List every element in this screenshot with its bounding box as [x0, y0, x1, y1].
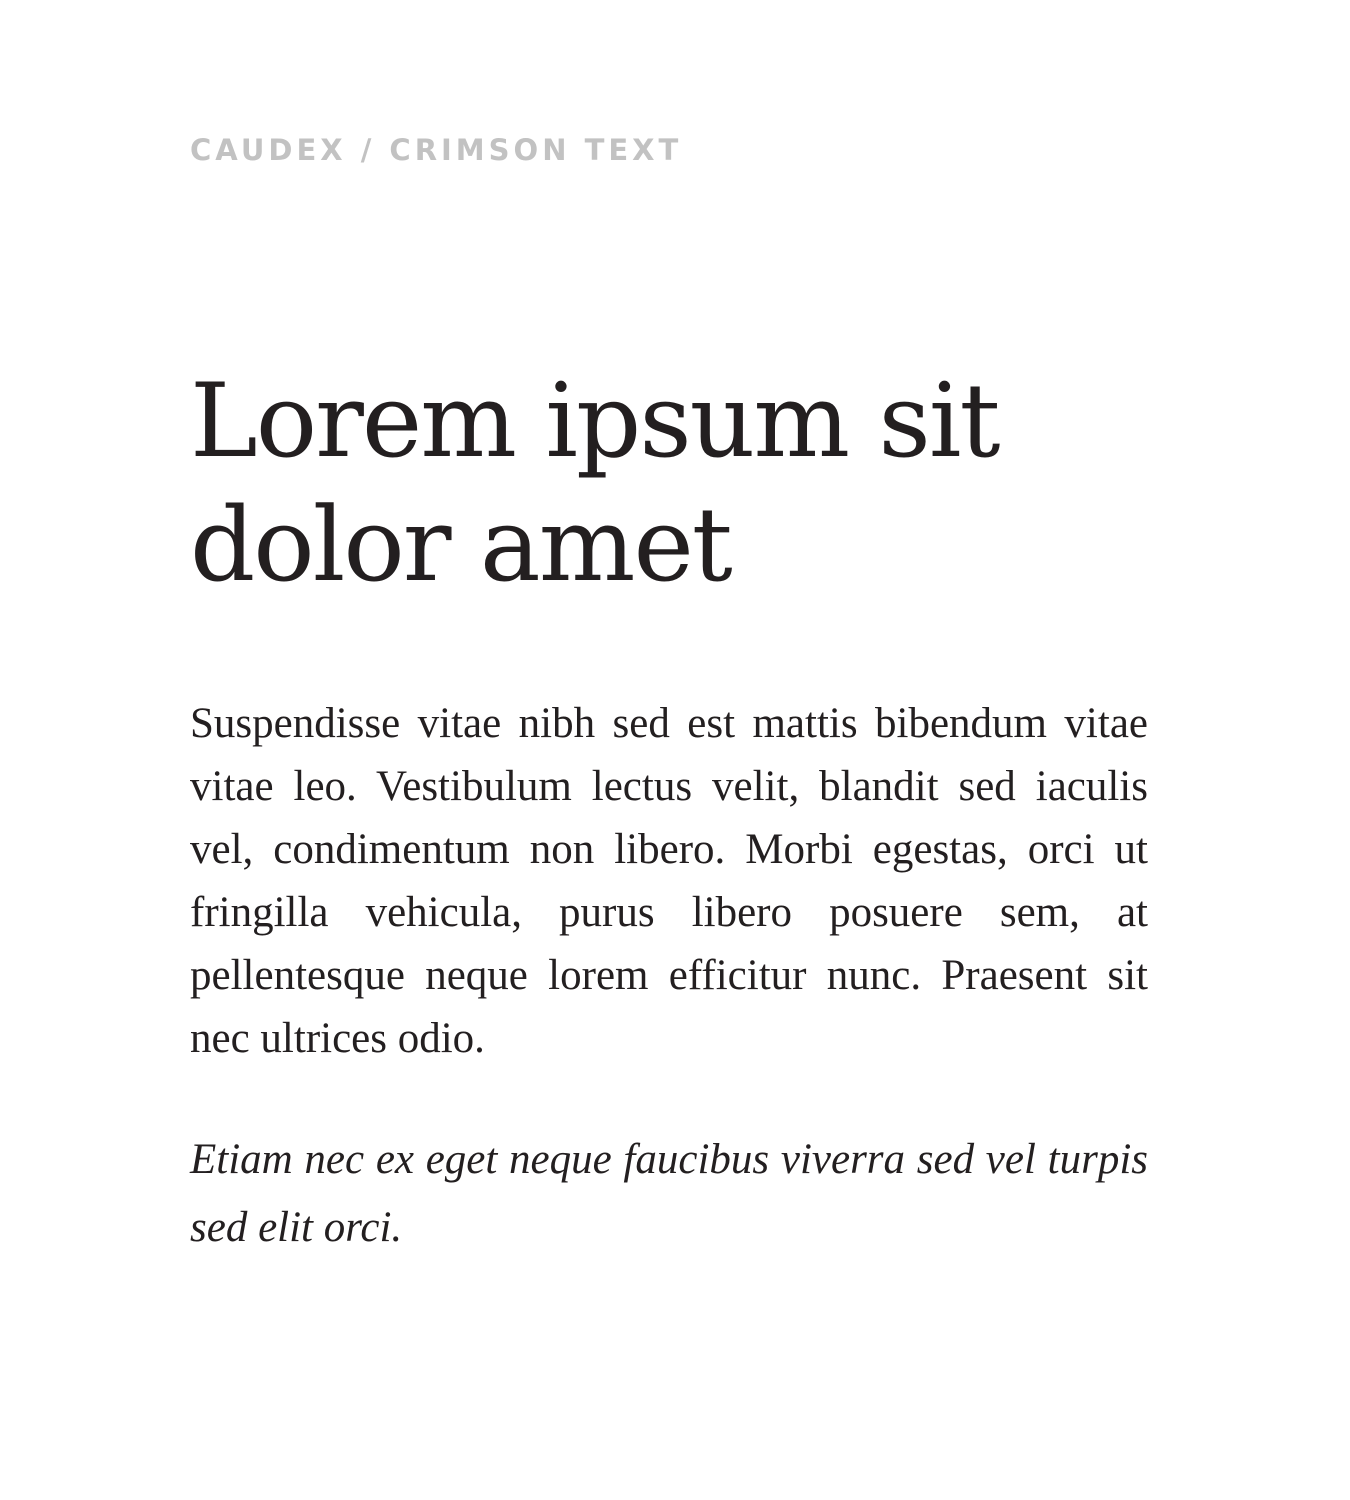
italic-paragraph: Etiam nec ex eget neque faucibus viverra sed vel turpis sed elit orci. — [190, 1136, 1148, 1251]
font-pairing-label: CAUDEX / CRIMSON TEXT — [190, 133, 683, 167]
headline: Lorem ipsum sit dolor amet — [190, 362, 999, 605]
body-paragraph: Suspendisse vitae nibh sed est mattis bibendum vitae vitae leo. Vestibulum lectus velit, blandit sed iaculis vel, condimentum non libero. Morbi egestas, orci ut fringilla vehicula, purus libero posuere sem, at pellentesque neque lorem efficitur nunc. Praesent sit nec ultrices odio. — [190, 700, 1148, 1062]
